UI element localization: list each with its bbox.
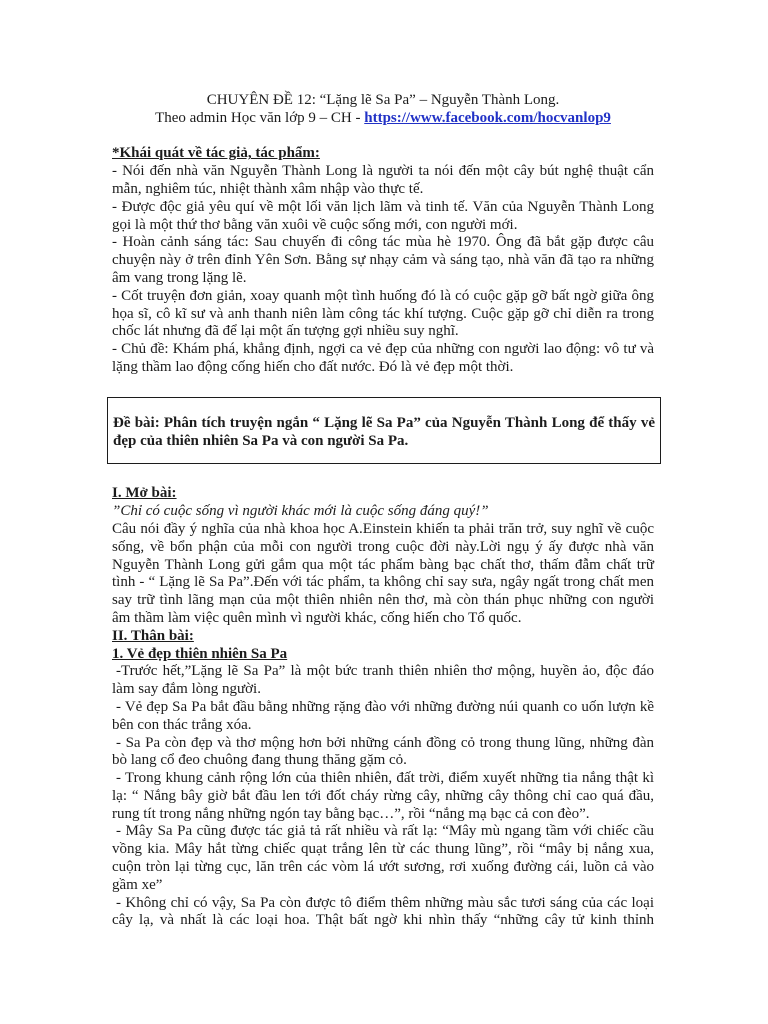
body-heading-line [112, 628, 654, 646]
line-text: lặng thầm lao động cống hiến cho đất nước. Đó là vẻ đẹp một thời. [112, 358, 514, 375]
line-text: cây lạ, và nhất là các loại hoa. Thật bất ngờ khi nhìn thấy “những cây tử kinh thỉnh [112, 912, 654, 929]
facebook-link[interactable]: https://www.facebook.com/hocvanlop9 [364, 109, 611, 126]
blank-line [112, 128, 654, 146]
line-text: - Sa Pa còn đẹp và thơ mộng hơn bởi những cánh đồng cỏ trong thung lũng, những đàn [116, 734, 654, 751]
document-title: CHUYÊN ĐỀ 12: “Lặng lẽ Sa Pa” – Nguyễn Thành Long. [206, 92, 560, 108]
paragraph-line [112, 912, 654, 930]
paragraph-line [112, 199, 654, 217]
line-text: lạ: “ Nắng bây giờ bắt đầu len tới đốt cháy rừng cây, những cây thông chỉ cao quá đầu, [112, 787, 654, 804]
paragraph-line [112, 592, 654, 610]
body-heading: II. Thân bài: [112, 627, 194, 644]
paragraph-line [112, 557, 654, 575]
line-text: âm thầm làm việc quên mình vì người khác, cống hiến cho Tổ quốc. [112, 609, 522, 626]
paragraph-line [112, 663, 654, 681]
line-text: tình - “ Lặng lẽ Sa Pa”.Đến với tác phẩm, ta không chỉ say sưa, ngây ngất trong chất men [112, 574, 654, 591]
line-text: bên con thác trắng xóa. [112, 716, 252, 733]
paragraph-line [112, 610, 654, 628]
line-text: vồng kia. Mây hắt từng chiếc quạt trắng lên từ các thung lũng”, rồi “mây bị nắng xua, [112, 841, 654, 858]
paragraph [112, 735, 654, 771]
paragraph [112, 341, 654, 377]
paragraph-line [112, 306, 654, 324]
paragraph-line [112, 359, 654, 377]
line-text: gọi là một thứ thơ bằng văn xuôi về cuộc sống mới, con người mới. [112, 216, 518, 233]
intro-heading-line [112, 485, 654, 503]
line-text: làm say đắm lòng người. [112, 681, 261, 698]
document-title-line [112, 92, 654, 110]
line-text: bò lang cổ đeo chuông đang thung thăng gặm cỏ. [112, 752, 407, 769]
intro-heading: I. Mở bài: [112, 485, 177, 502]
assignment-text [113, 415, 655, 451]
paragraph-line [112, 788, 654, 806]
paragraph-line [113, 433, 655, 451]
line-text: mẫn, nghiêm túc, nhiệt thành xâm nhập vào thực tế. [112, 180, 424, 197]
paragraph [112, 163, 654, 199]
paragraph-line [112, 341, 654, 359]
line-text: - Nói đến nhà văn Nguyễn Thành Long là người ta nói đến một cây bút nghệ thuật cẩn [112, 163, 654, 180]
paragraph [112, 234, 654, 287]
paragraph-line [112, 859, 654, 877]
line-text: - Mây Sa Pa cũng được tác giả tả rất nhiều và rất lạ: “Mây mù ngang tầm với chiếc cầu [116, 823, 654, 840]
paragraph-line [112, 574, 654, 592]
line-text: sống, về bổn phận của mỗi con người trong cuộc đời này.Lời ngụ ý ấy được nhà văn [112, 538, 654, 555]
line-text: - Không chỉ có vậy, Sa Pa còn được tô điểm thêm những màu sắc tươi sáng của các loại [116, 894, 654, 911]
overview-heading-line [112, 145, 654, 163]
paragraph-line [112, 735, 654, 753]
source-prefix: Theo admin Học văn lớp 9 – CH - [155, 109, 365, 126]
paragraph-line [112, 181, 654, 199]
paragraph-line [112, 877, 654, 895]
line-text: Câu nói đầy ý nghĩa của nhà khoa học A.Einstein khiến ta phải trăn trở, suy nghĩ về cuộc [112, 520, 654, 537]
paragraph [112, 288, 654, 341]
paragraph-line [112, 699, 654, 717]
line-text: - Chủ đề: Khám phá, khẳng định, ngợi ca vẻ đẹp của những con người lao động: vô tư và [112, 341, 654, 358]
paragraph [113, 415, 655, 451]
intro-section [112, 485, 654, 930]
paragraph-line [112, 234, 654, 252]
paragraph-line [112, 895, 654, 913]
line-text: họa sĩ, cô kĩ sư và anh thanh niên làm công tác khí tượng. Cuộc gặp gỡ chỉ diễn ra trong [112, 305, 654, 322]
paragraph-line [112, 806, 654, 824]
paragraph [112, 895, 654, 931]
body-subheading: 1. Vẻ đẹp thiên nhiên Sa Pa [112, 645, 288, 662]
paragraph-line [112, 521, 654, 539]
paragraph [112, 199, 654, 235]
assignment-box [107, 397, 661, 465]
line-text: gầm xe” [112, 876, 163, 893]
quote-text: ”Chỉ có cuộc sống vì người khác mới là cuộc sống đáng quý!” [112, 503, 489, 520]
line-text: đẹp của thiên nhiên Sa Pa và con người Sa Pa. [113, 432, 409, 449]
paragraph-line [112, 539, 654, 557]
paragraph [112, 699, 654, 735]
line-text: rung tít trong nắng những ngón tay bằng bạc…”, rồi “nắng mạ bạc cả con đèo”. [112, 805, 590, 822]
overview-section [112, 145, 654, 376]
paragraph-line [112, 752, 654, 770]
line-text: cuộn tròn lại từng cục, lăn trên các vòm lá ướt sương, rơi xuống đường cái, luồn cả vào [112, 859, 654, 876]
line-text: - Hoàn cảnh sáng tác: Sau chuyến đi công tác mùa hè 1970. Ông đã bắt gặp được câu [112, 234, 654, 251]
paragraph-line [112, 681, 654, 699]
paragraph-line [112, 770, 654, 788]
paragraph [112, 663, 654, 699]
line-text: -Trước hết,”Lặng lẽ Sa Pa” là một bức tranh thiên nhiên thơ mộng, huyền ảo, độc đáo [116, 663, 654, 680]
paragraph-line [112, 323, 654, 341]
paragraph-line [112, 823, 654, 841]
page-content [112, 92, 654, 930]
line-text: chốc lát nhưng đã để lại một ấn tượng gợi nhiều suy nghĩ. [112, 323, 459, 340]
line-text: Đề bài: Phân tích truyện ngắn “ Lặng lẽ Sa Pa” của Nguyễn Thành Long để thấy vẻ [113, 414, 655, 431]
source-line [112, 110, 654, 128]
body-paragraphs [112, 663, 654, 930]
paragraph-line [113, 415, 655, 433]
line-text: - Cốt truyện đơn giản, xoay quanh một tình huống đó là có cuộc gặp gỡ bất ngờ giữa ông [112, 287, 654, 304]
line-text: Nguyễn Thành Long gửi gắm qua một tác phẩm bàng bạc chất thơ, thấm đẫm chất trữ [112, 556, 654, 573]
line-text: - Trong khung cảnh rộng lớn của thiên nhiên, đất trời, điểm xuyết những tia nắng thật kì [116, 770, 654, 787]
line-text: âm vang trong lặng lẽ. [112, 269, 247, 286]
line-text: - Vẻ đẹp Sa Pa bắt đầu bằng những rặng đào với những đường núi quanh co uốn lượn kề [116, 698, 654, 715]
paragraph-line [112, 288, 654, 306]
paragraph-line [112, 717, 654, 735]
paragraph-line [112, 217, 654, 235]
line-text: chuyện này ở trên đỉnh Yên Sơn. Bằng sự nhạy cảm và sáng tạo, nhà văn đã tạo ra những [112, 252, 654, 269]
paragraph-line [112, 270, 654, 288]
paragraph-line [112, 163, 654, 181]
paragraph [112, 770, 654, 823]
paragraph-line [112, 841, 654, 859]
overview-heading: *Khái quát về tác giả, tác phẩm: [112, 145, 320, 162]
overview-paragraphs [112, 163, 654, 377]
line-text: - Được độc giả yêu quí về một lối văn lịch lãm và tinh tế. Văn của Nguyễn Thành Long [112, 198, 654, 215]
paragraph [112, 823, 654, 894]
einstein-quote [112, 503, 654, 521]
paragraph [112, 521, 654, 628]
paragraph-line [112, 252, 654, 270]
line-text: say trữ tình lãng mạn của một thiên nhiên nên thơ, mà còn thán phục những con người [112, 592, 654, 609]
body-subheading-line [112, 646, 654, 664]
intro-paragraphs [112, 521, 654, 628]
